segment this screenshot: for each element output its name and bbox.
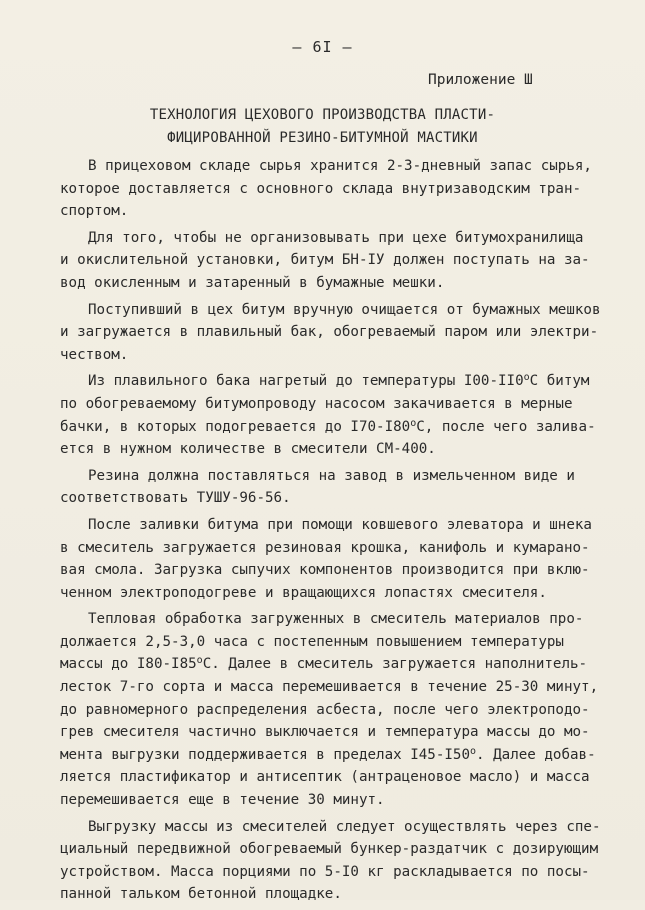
paragraph [60, 227, 615, 295]
paragraph [60, 370, 615, 460]
text-line: устройством. Масса порциями по 5-I0 кг раскладывается по посы- [60, 863, 590, 880]
text-line: ченном электроподогреве и вращающихся лопастях смесителя. [60, 584, 547, 601]
text-line: ется в нужном количестве в смесители СМ-400. [60, 441, 436, 458]
text-line: После заливки битума при помощи ковшевого элеватора и шнека [88, 516, 592, 533]
text-line: лесток 7-го сорта и масса перемешивается в течение 25-30 минут, [60, 679, 599, 696]
text-line: грев смесителя частично выключается и температура массы до мо- [60, 724, 590, 741]
text-line: Для того, чтобы не организовывать при цехе битумохранилища [88, 229, 584, 246]
degree-sign: о [523, 372, 530, 384]
text-line: до равномерного распределения асбеста, после чего электроподо- [60, 701, 590, 718]
document-body [60, 155, 615, 910]
text-line: и загружается в плавильный бак, обогреваемый паром или электри- [60, 324, 599, 341]
paragraph [60, 299, 615, 367]
text-line: в смеситель загружается резиновая крошка, канифоль и кумаранo- [60, 539, 590, 556]
text-line: вая смола. Загрузка сыпучих компонентов производится при вклю- [60, 562, 590, 579]
text-line: Поступивший в цех битум вручную очищается от бумажных мешков [88, 301, 601, 318]
text-line: массы до $I80-I85^оС$. Далее в смеситель загружается наполнитель- [60, 655, 588, 673]
document-title [0, 104, 645, 150]
text-line: Из плавильного бака нагретый до температуры $I00-II0^оС$ битум [88, 372, 590, 390]
text-line: которое доставляется с основного склада внутризаводским тран- [60, 180, 582, 197]
degree-sign: о [410, 417, 417, 429]
text-line: вод окисленным и затаренный в бумажные мешки. [60, 274, 445, 291]
text-line: спортом. [60, 203, 129, 220]
text-line: Резина должна поставляться на завод в измельченном виде и [88, 467, 575, 484]
text-line: по обогреваемому битумопроводу насосом закачивается в мерные [60, 395, 573, 412]
paragraph [60, 155, 615, 223]
text-line: мента выгрузки поддерживается в пределах $I45-I50^о$. Далее добав- [60, 745, 596, 763]
text-line: Тепловая обработка загруженных в смеситель материалов про- [88, 611, 584, 628]
text-line: Выгрузку массы из смесителей следует осуществлять через спе- [88, 818, 601, 835]
text-line: ляется пластификатор и антисептик (антраценовое масло) и масса [60, 769, 590, 786]
text-line: соответствовать ТУШУ-96-56. [60, 490, 291, 507]
text-line: должается 2,5-3,0 часа с постепенным повышением температуры [60, 633, 564, 650]
paragraph [60, 608, 615, 811]
degree-sign: о [196, 655, 203, 667]
paragraph [60, 514, 615, 604]
text-line: В прицеховом складе сырья хранится 2-3-дневный запас сырья, [88, 158, 592, 174]
title-line: ТЕХНОЛОГИЯ ЦЕХОВОГО ПРОИЗВОДСТВА ПЛАСТИ- [149, 107, 496, 123]
page-number: — 6I — [292, 38, 353, 56]
text-line: панной тальком бетонной площадке. [60, 886, 342, 903]
text-line: бачки, в которых подогревается до $I70-I80^оС$, после чего залива- [60, 417, 596, 435]
degree-sign: о [470, 745, 477, 757]
appendix-label: Приложение Ш [428, 72, 533, 88]
paragraph [60, 816, 615, 906]
title-line: ФИЦИРОВАННОЙ РЕЗИНО-БИТУМНОЙ МАСТИКИ [167, 130, 478, 146]
paragraph [60, 465, 615, 510]
text-line: циальный передвижной обогреваемый бункер-раздатчик с дозирующим [60, 841, 599, 858]
text-line: и окислительной установки, битум БН-IУ должен поступать на за- [60, 252, 590, 269]
text-line: перемешивается еще в течение 30 минут. [60, 792, 385, 809]
text-line: чеством. [60, 346, 129, 363]
